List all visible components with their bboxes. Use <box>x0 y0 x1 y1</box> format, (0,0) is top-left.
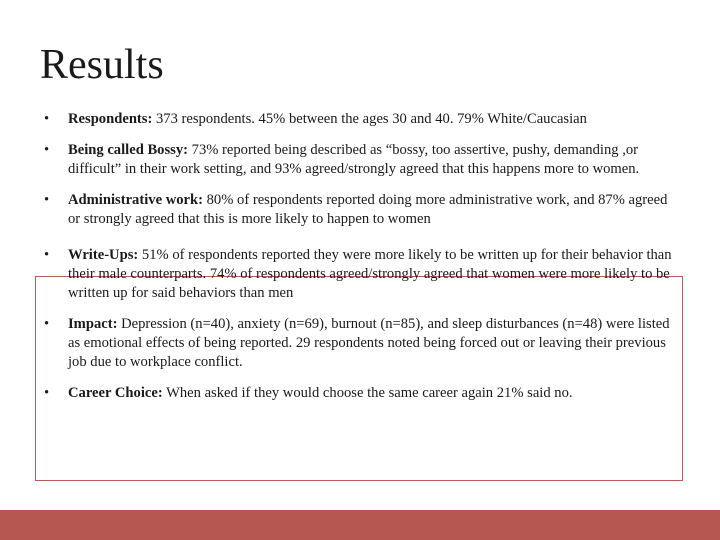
bullet-label: Write-Ups: <box>68 247 139 263</box>
bullet-text: 73% reported being described as “bossy, too assertive, pushy, demanding ,or difficult” in their work setting, and 93% agreed/strongly agreed that this happens more to women. <box>68 142 640 177</box>
bullet-text: 373 respondents. 45% between the ages 30 and 40. 79% White/Caucasian <box>152 111 587 127</box>
bullet-label: Respondents: <box>68 111 153 127</box>
bullet-being-called-bossy <box>44 141 676 179</box>
results-bullet-list <box>44 110 676 403</box>
footer-accent-bar <box>0 510 720 540</box>
bullet-text: When asked if they would choose the same career again 21% said no. <box>162 385 573 401</box>
bullet-label: Being called Bossy: <box>68 142 188 158</box>
bullet-dot: • <box>44 385 50 401</box>
bullet-career-choice <box>44 384 676 403</box>
bullet-dot: • <box>44 247 50 263</box>
bullet-dot: • <box>44 192 50 208</box>
bullet-label: Impact: <box>68 316 118 332</box>
bullet-dot: • <box>44 316 50 332</box>
bullet-dot: • <box>44 111 50 127</box>
bullet-label: Career Choice: <box>68 385 163 401</box>
bullet-label: Administrative work: <box>68 192 203 208</box>
bullet-impact <box>44 315 676 372</box>
bullet-text: 51% of respondents reported they were more likely to be written up for their behavior than their male counterparts. 74% of respondents agreed/strongly agreed that women were more likely to be written up for said behaviors than men <box>68 247 672 301</box>
slide-title: Results <box>40 42 164 88</box>
bullet-dot: • <box>44 142 50 158</box>
bullet-write-ups <box>44 246 676 303</box>
bullet-administrative-work <box>44 191 676 229</box>
bullet-text: 80% of respondents reported doing more administrative work, and 87% agreed or strongly agreed that this is more likely to happen to women <box>68 192 668 227</box>
bullet-text: Depression (n=40), anxiety (n=69), burnout (n=85), and sleep disturbances (n=48) were listed as emotional effects of being reported. 29 respondents noted being forced out or leaving their previous job due to workplace conflict. <box>68 316 670 370</box>
bullet-respondents <box>44 110 676 129</box>
